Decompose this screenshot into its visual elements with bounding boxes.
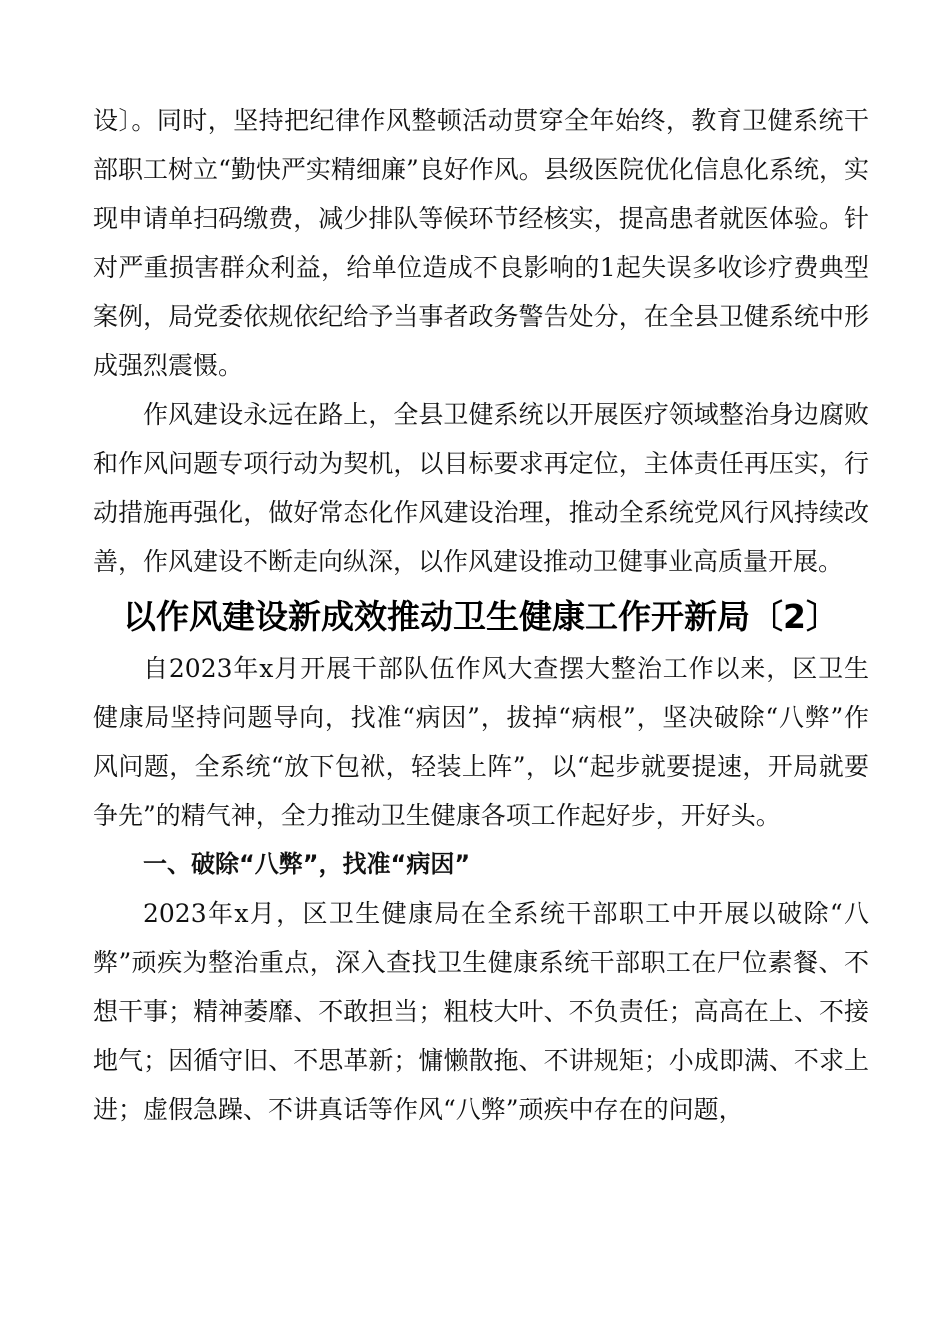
section-paragraph: 2023年x月，区卫生健康局在全系统干部职工中开展以破除“八弊”顽疾为整治重点，深入查找卫生健康系统干部职工在尸位素餐、不想干事；精神萎靡、不敢担当；粗枝大叶、不负责任；高高在上、不接地气；因循守旧、不思革新；慵懒散拖、不讲规矩；小成即满、不求上进；虚假急躁、不讲真话等作风“八弊”顽疾中存在的问题， — [93, 899, 869, 1124]
body-paragraph: 作风建设永远在路上，全县卫健系统以开展医疗领域整治身边腐败和作风问题专项行动为契机，以目标要求再定位，主体责任再压实，行动措施再强化，做好常态化作风建设治理，推动全系统党风行风持续改善，作风建设不断走向纵深，以作风建设推动卫健事业高质量开展。 — [93, 400, 869, 576]
document-page — [93, 96, 869, 1134]
section-heading: 一、破除“八弊”，找准“病因” — [143, 850, 471, 878]
body-paragraph: 设〕。同时，坚持把纪律作风整顿活动贯穿全年始终，教育卫健系统干部职工树立“勤快严实精细廉”良好作风。县级医院优化信息化系统，实现申请单扫码缴费，减少排队等候环节经核实，提高患者就医体验。针对严重损害群众利益，给单位造成不良影响的1起失误多收诊疗费典型案例，局党委依规依纪给予当事者政务警告处分，在全县卫健系统中形成强烈震慑。 — [93, 106, 869, 380]
document-title: 以作风建设新成效推动卫生健康工作开新局〔2〕 — [123, 597, 839, 636]
intro-paragraph: 自2023年x月开展干部队伍作风大查摆大整治工作以来，区卫生健康局坚持问题导向，找准“病因”，拔掉“病根”，坚决破除“八弊”作风问题，全系统“放下包袱，轻装上阵”，以“起步就要提速，开局就要争先”的精气神，全力推动卫生健康各项工作起好步，开好头。 — [93, 654, 869, 830]
